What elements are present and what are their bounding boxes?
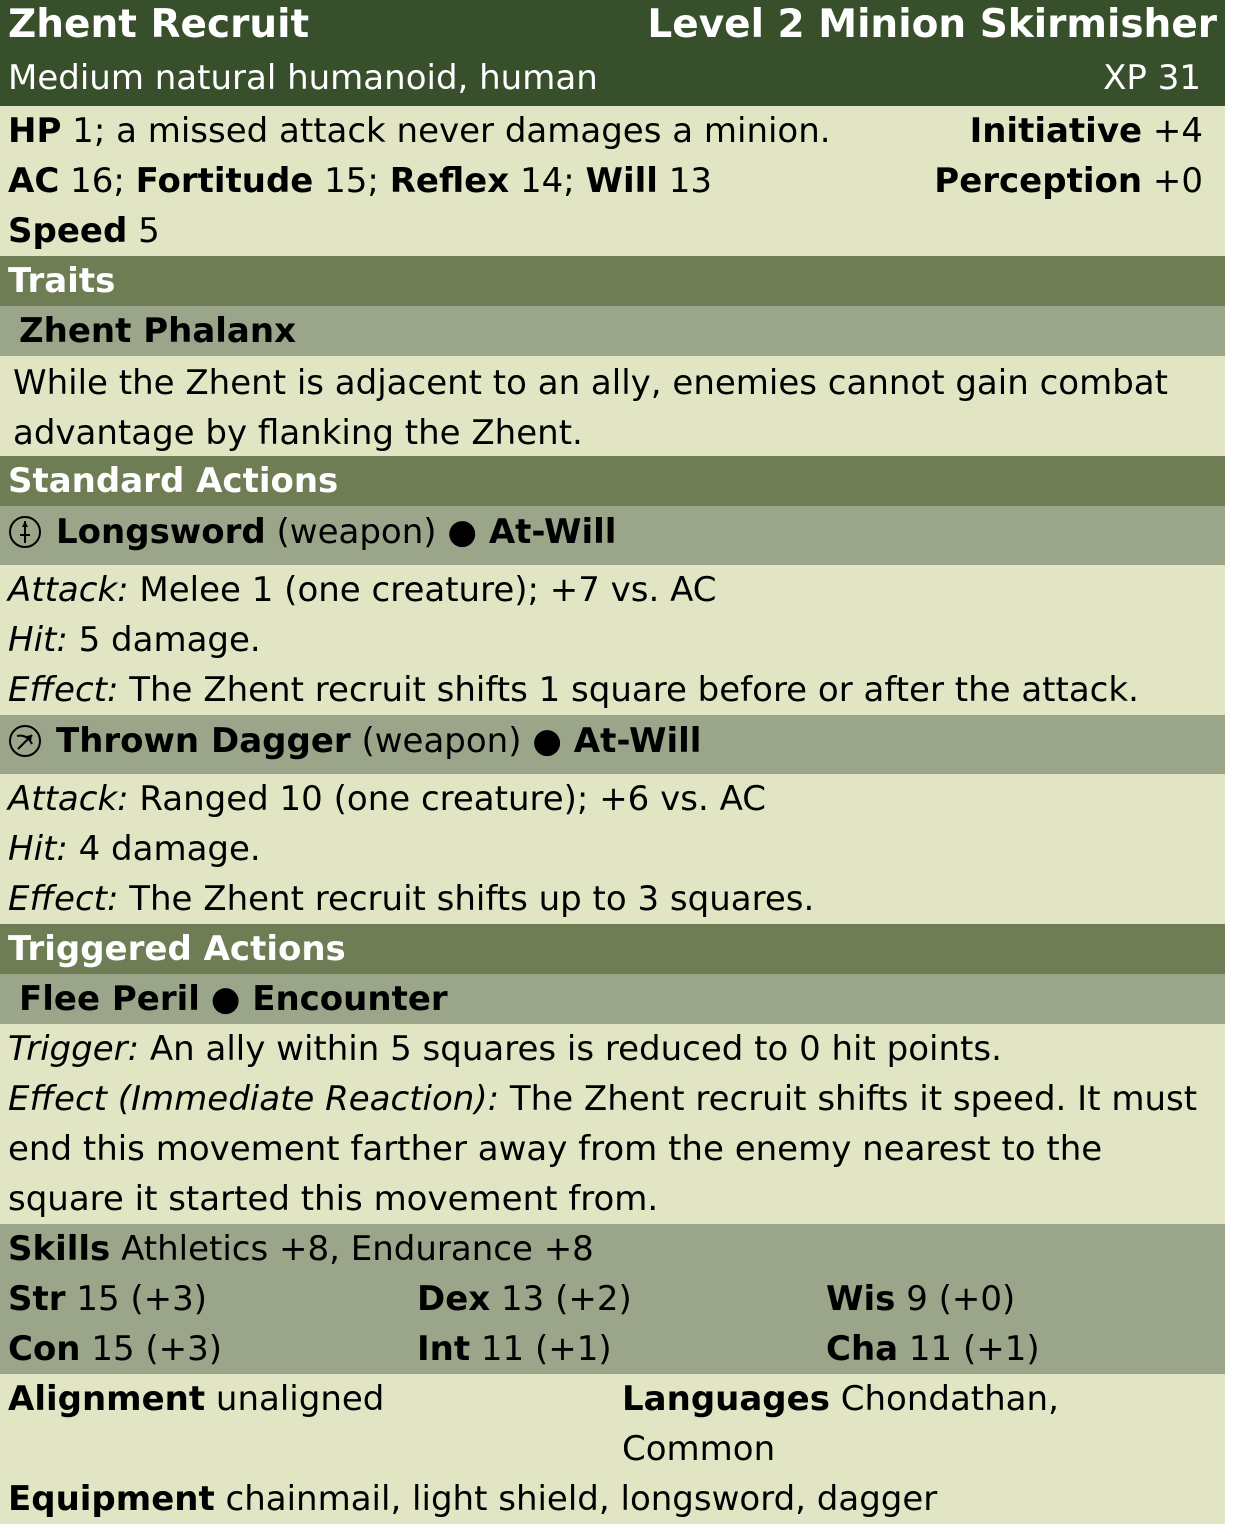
abilities-row-2	[0, 1324, 1225, 1374]
will-label: Will	[585, 161, 658, 201]
level-role: Level 2 Minion Skirmisher	[647, 2, 1217, 47]
ac-value: 16;	[59, 161, 136, 201]
perception-value: +0	[1142, 161, 1203, 201]
bullet: ●	[210, 979, 241, 1019]
hp-text: 1; a missed attack never damages a minion.	[61, 111, 831, 151]
power-hit-line: Hit: 5 damage.	[0, 615, 1225, 665]
power-effect-line: Effect: The Zhent recruit shifts up to 3 squares.	[0, 874, 1225, 924]
bullet: ●	[447, 512, 477, 552]
con-label: Con	[8, 1329, 81, 1369]
power-name: Thrown Dagger	[56, 721, 351, 761]
power-usage: At-Will	[477, 512, 617, 552]
cha-value: 11 (+1)	[898, 1329, 1040, 1369]
xp-value: XP 31	[1103, 58, 1201, 98]
header-name-row	[0, 0, 1225, 50]
speed-value: 5	[127, 211, 160, 251]
standard-actions-section-header: Standard Actions	[0, 456, 1225, 506]
languages-value: Chondathan, Common	[622, 1379, 1059, 1469]
hp-label: HP	[8, 111, 62, 151]
power-keyword: (weapon)	[350, 721, 533, 761]
speed-label: Speed	[8, 211, 128, 251]
melee-basic-attack-icon	[8, 515, 42, 549]
str-value: 15 (+3)	[65, 1279, 208, 1319]
power-name: Flee Peril	[19, 979, 200, 1019]
abilities-row-1	[0, 1274, 1225, 1324]
header-type-row	[0, 50, 1225, 106]
power-usage: Encounter	[240, 979, 448, 1019]
speed-row	[0, 206, 1225, 256]
skills-label: Skills	[8, 1229, 111, 1269]
will-value: 13	[657, 161, 713, 201]
wis-label: Wis	[826, 1279, 896, 1319]
languages-label: Languages	[622, 1379, 830, 1419]
power-name: Longsword	[56, 512, 266, 552]
defenses-row	[0, 156, 1225, 206]
alignment-value: unaligned	[205, 1379, 385, 1419]
trait-text: While the Zhent is adjacent to an ally, enemies cannot gain combat advantage by flanking the Zhent.	[0, 356, 1225, 456]
bullet: ●	[532, 721, 562, 761]
reflex-label: Reflex	[389, 161, 510, 201]
power-effect-line: Effect: The Zhent recruit shifts 1 square before or after the attack.	[0, 665, 1225, 715]
reflex-value: 14;	[509, 161, 586, 201]
power-header-longsword	[0, 506, 1225, 565]
power-header-thrown-dagger	[0, 715, 1225, 774]
initiative-label: Initiative	[969, 111, 1143, 151]
monster-name: Zhent Recruit	[8, 2, 310, 47]
cha-label: Cha	[826, 1329, 899, 1369]
alignment-label: Alignment	[8, 1379, 206, 1419]
monster-type: Medium natural humanoid, human	[8, 58, 598, 98]
trait-name: Zhent Phalanx	[0, 306, 1225, 356]
power-hit-line: Hit: 4 damage.	[0, 824, 1225, 874]
power-effect-paragraph: Effect (Immediate Reaction): The Zhent recruit shifts it speed. It must end this movement farther away from the enemy nearest to the square it started this movement from.	[0, 1074, 1225, 1224]
power-trigger-line: Trigger: An ally within 5 squares is reduced to 0 hit points.	[0, 1024, 1225, 1074]
equipment-row	[0, 1474, 1225, 1524]
con-value: 15 (+3)	[80, 1329, 223, 1369]
ac-label: AC	[8, 161, 60, 201]
skills-text: Athletics +8, Endurance +8	[110, 1229, 594, 1269]
triggered-actions-section-header: Triggered Actions	[0, 924, 1225, 974]
equipment-value: chainmail, light shield, longsword, dagger	[214, 1479, 938, 1519]
fortitude-value: 15;	[313, 161, 390, 201]
power-attack-line: Attack: Ranged 10 (one creature); +6 vs. AC	[0, 774, 1225, 824]
initiative-value: +4	[1142, 111, 1203, 151]
str-label: Str	[8, 1279, 66, 1319]
traits-section-header: Traits	[0, 256, 1225, 306]
dex-label: Dex	[417, 1279, 491, 1319]
perception-label: Perception	[934, 161, 1143, 201]
int-value: 11 (+1)	[470, 1329, 612, 1369]
wis-value: 9 (+0)	[895, 1279, 1016, 1319]
skills-row	[0, 1224, 1225, 1274]
hp-row	[0, 106, 1225, 156]
dex-value: 13 (+2)	[490, 1279, 632, 1319]
int-label: Int	[417, 1329, 471, 1369]
power-header-flee-peril	[0, 974, 1225, 1024]
power-keyword: (weapon)	[265, 512, 448, 552]
fortitude-label: Fortitude	[135, 161, 314, 201]
alignment-languages-row	[0, 1374, 1225, 1474]
power-usage: At-Will	[561, 721, 702, 761]
equipment-label: Equipment	[8, 1479, 215, 1519]
ranged-basic-attack-icon	[8, 724, 42, 758]
power-attack-line: Attack: Melee 1 (one creature); +7 vs. AC	[0, 565, 1225, 615]
